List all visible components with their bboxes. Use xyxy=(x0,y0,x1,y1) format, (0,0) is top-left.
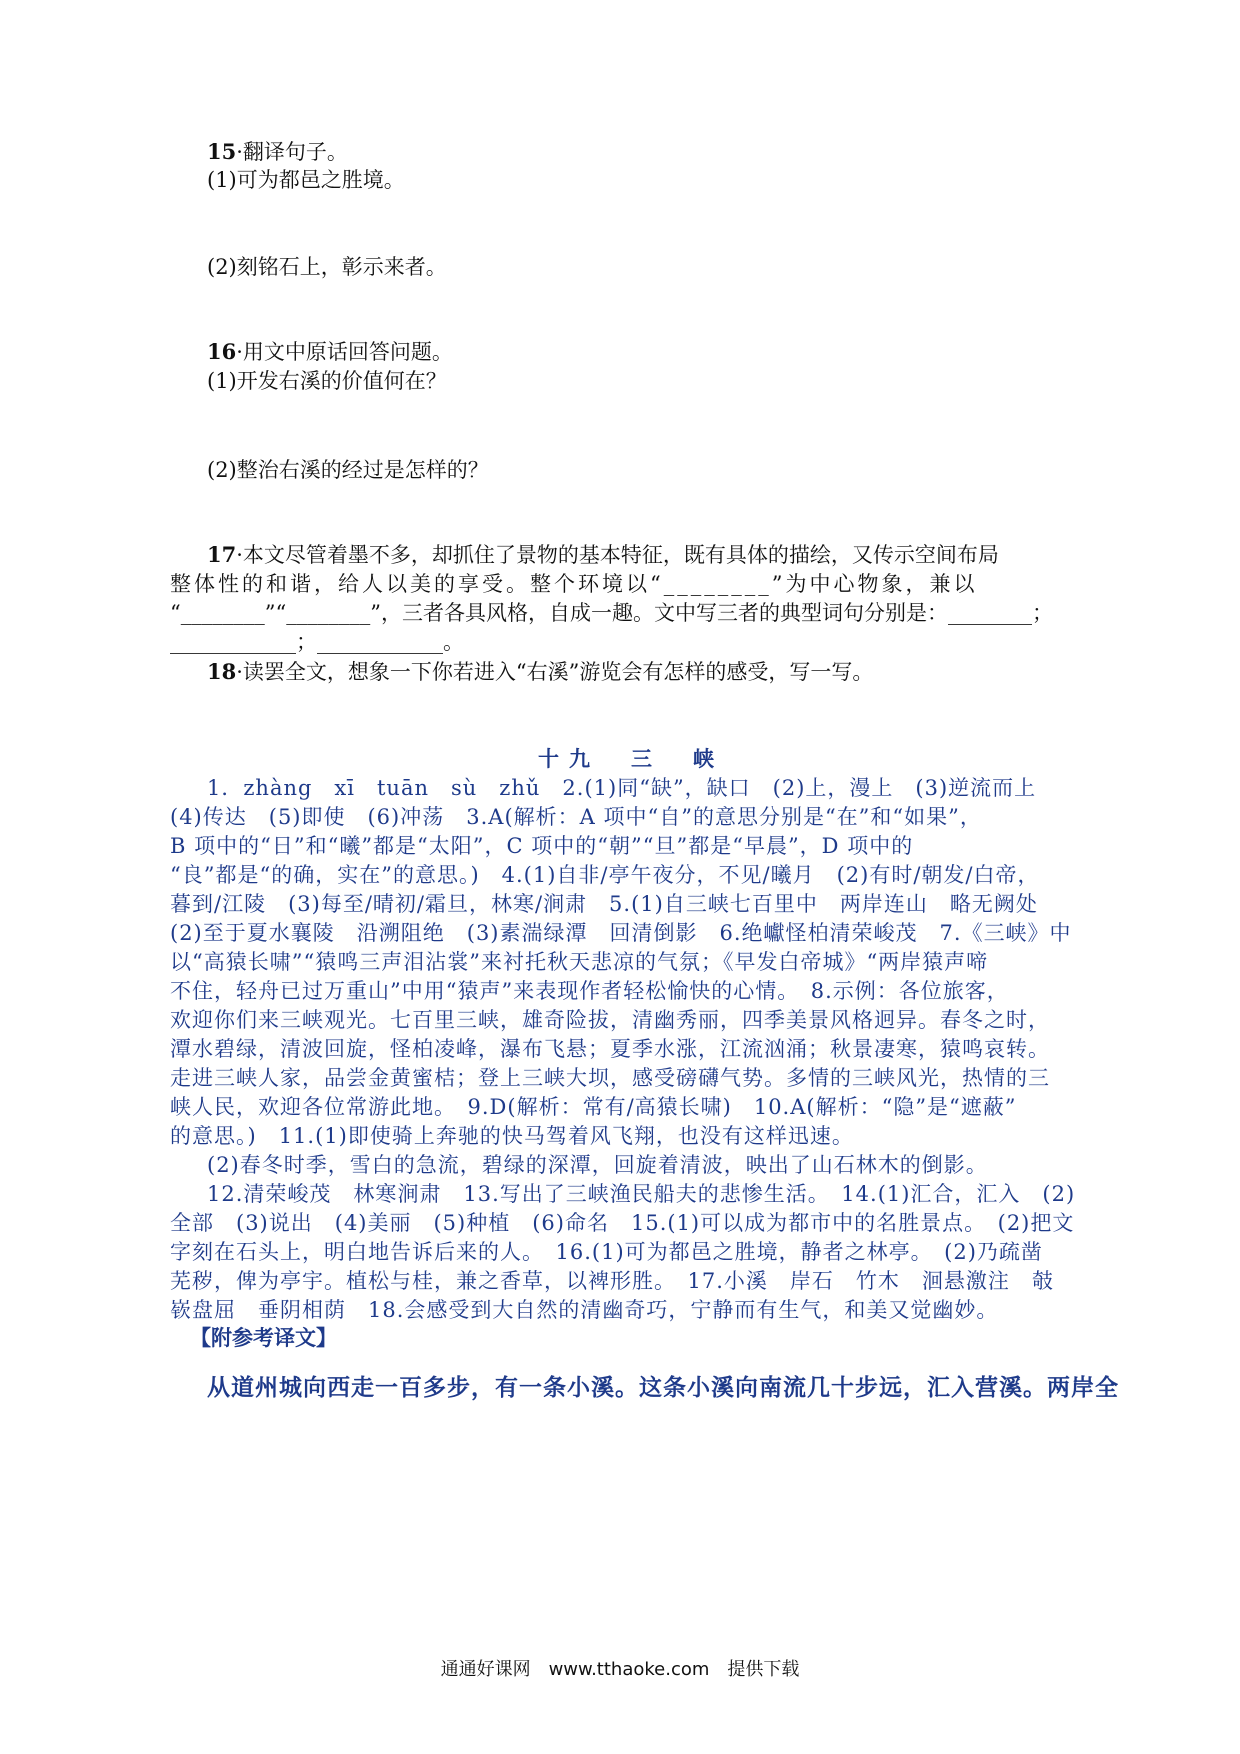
answer-line: “良”都是“的确，实在”的意思。) 4.(1)自非/亭午夜分，不见/曦月 (2)有时/朝发/白帝， xyxy=(170,863,1040,887)
question-18-number: 18 xyxy=(207,659,237,684)
answer-line: 不住，轻舟已过万重山”中用“猿声”来表现作者轻松愉快的心情。 8.示例：各位旅客， xyxy=(170,979,1009,1003)
answer-line: 1．zhàng xī tuān sù zhǔ 2.(1)同“缺”，缺口 (2)上，漫上 (3)逆流而上 xyxy=(207,776,1037,800)
answer-line: 全部 (3)说出 (4)美丽 (5)种植 (6)命名 15.(1)可以成为都市中的名胜景点。 (2)把文 xyxy=(170,1211,1075,1235)
reference-translation-heading: 【附参考译文】 xyxy=(190,1325,337,1350)
question-17-number: 17 xyxy=(207,542,237,567)
question-17-line-4: ____________；____________。 xyxy=(170,630,464,654)
question-15-part-1: (1)可为都邑之胜境。 xyxy=(207,168,405,192)
question-16-stem: ·用文中原话回答问题。 xyxy=(236,340,453,364)
answer-line: (2)至于夏水襄陵 沿溯阻绝 (3)素湍绿潭 回清倒影 6.绝巘怪柏清荣峻茂 7.《三峡》中 xyxy=(170,921,1072,945)
answer-line: 字刻在石头上，明白地告诉后来的人。 16.(1)可为都邑之胜境，静者之林亭。 (2)乃疏凿 xyxy=(170,1240,1043,1264)
question-17-line-3: “________”“________”，三者各具风格，自成一趣。文中写三者的典型词句分别是：________； xyxy=(170,601,1053,625)
question-16-part-1: (1)开发右溪的价值何在？ xyxy=(207,369,447,393)
question-18-stem: ·读罢全文，想象一下你若进入“右溪”游览会有怎样的感受，写一写。 xyxy=(236,660,874,684)
question-15-part-2: (2)刻铭石上，彰示来者。 xyxy=(207,255,447,279)
answer-line: 的意思。) 11.(1)即使骑上奔驰的快马驾着风飞翔，也没有这样迅速。 xyxy=(170,1124,854,1148)
reference-translation-text: 从道州城向西走一百多步，有一条小溪。这条小溪向南流几十步远，汇入营溪。两岸全 xyxy=(207,1374,1119,1401)
answer-line: 芜秽，俾为亭宇。植松与桂，兼之香草，以裨形胜。 17.小溪 岸石 竹木 洄悬激注 攲 xyxy=(170,1269,1054,1293)
answer-line: (2)春冬时季，雪白的急流，碧绿的深潭，回旋着清波，映出了山石林木的倒影。 xyxy=(207,1153,988,1177)
question-16-number: 16 xyxy=(207,339,237,364)
answer-line: B 项中的“日”和“曦”都是“太阳”，C 项中的“朝”“旦”都是“早晨”，D 项中的 xyxy=(170,834,914,858)
answer-line: 走进三峡人家，品尝金黄蜜桔；登上三峡大坝，感受磅礴气势。多情的三峡风光，热情的三 xyxy=(170,1066,1050,1090)
question-18 xyxy=(207,657,873,687)
page-footer: 通通好课网 www.tthaoke.com 提供下载 xyxy=(440,1659,800,1680)
answer-line: 峡人民，欢迎各位常游此地。 9.D(解析：常有/高猿长啸) 10.A(解析：“隐”是“遮蔽” xyxy=(170,1095,1017,1119)
answer-line: 潭水碧绿，清波回旋，怪柏凌峰，瀑布飞悬；夏季水涨，江流汹涌；秋景凄寒，猿鸣哀转。 xyxy=(170,1037,1050,1061)
answer-line: 12.清荣峻茂 林寒涧肃 13.写出了三峡渔民船夫的悲惨生活。 14.(1)汇合，汇入 (2) xyxy=(207,1182,1076,1206)
question-15-stem: ·翻译句子。 xyxy=(236,140,348,164)
question-17-line-1: ·本文尽管着墨不多，却抓住了景物的基本特征，既有具体的描绘，又传示空间布局 xyxy=(236,543,999,567)
question-16-part-2: (2)整治右溪的经过是怎样的？ xyxy=(207,458,489,482)
answer-line: 欢迎你们来三峡观光。七百里三峡，雄奇险拔，清幽秀丽，四季美景风格迥异。春冬之时， xyxy=(170,1008,1050,1032)
answer-line: 嵚盘屈 垂阴相荫 18.会感受到大自然的清幽奇巧，宁静而有生气，和美又觉幽妙。 xyxy=(170,1298,999,1322)
question-15-number: 15 xyxy=(207,139,237,164)
answer-line: 暮到/江陵 (3)每至/晴初/霜旦，林寒/涧肃 5.(1)自三峡七百里中 两岸连山 略无阙处 xyxy=(170,892,1038,916)
answers-section-title: 十九 三 峡 xyxy=(538,746,724,771)
question-16 xyxy=(207,337,453,367)
question-17 xyxy=(207,540,999,570)
question-15 xyxy=(207,137,348,167)
answer-line: 以“高猿长啸”“猿鸣三声泪沾裳”来衬托秋天悲凉的气氛；《早发白帝城》“两岸猿声啼 xyxy=(170,950,989,974)
answer-line: (4)传达 (5)即使 (6)冲荡 3.A(解析：A 项中“自”的意思分别是“在”和“如果”， xyxy=(170,805,982,829)
question-17-line-2: 整体性的和谐，给人以美的享受。整个环境以“________”为中心物象，兼以 xyxy=(170,572,978,596)
